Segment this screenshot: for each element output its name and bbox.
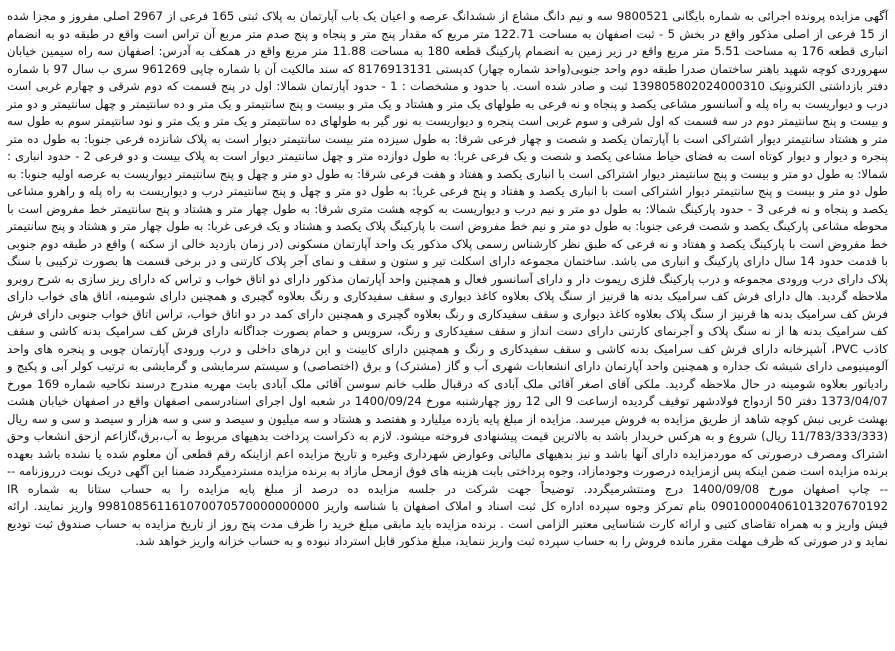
auction-notice-text: آگهی مزایده پرونده اجرائی به شماره بایگانی 9800521 سه و نیم دانگ مشاع از ششدانگ عرصه و اعیان یک باب آپارتمان به پلاک ثبتی 165 فرعی از 2967 اصلی مفروز و مجزا شده از 15 فرعی از اصلی مذکور واقع در بخش 5 - ثبت اصفهان به مساحت 122.71 متر مربع که مقدار پنج متر و پنجاه و پنج صدم متر مربع آن تراس است واقع در طبقه دو به انضمام انباری قطعه 176 به مساحت 5.51 متر مربع واقع در زیر زمین به انضمام پارکینگ قطعه 180 به مساحت 11.88 متر مربع واقع در همکف به آدرس: اصفهان سه راه سیمین خیابان سهروردی کوچه شهید باهنر ساختمان صدرا طبقه دوم واحد جنوبی(واحد شماره چهار) کدپستی 8176913131 که سند مالکیت آن با شماره چاپی 961269 سری ب سال 97 با شماره دفتر بازداشتی الکترونیک 139805802024000310 ثبت و صادر شده است. با حدود و مشخصات : 1 - حدود آپارتمان شمالا: اول در پنج قسمت که دوم شرقی و چهارم غربی است درب و دیواریست به راه پله و آسانسور مشاعی یکصد و پنجاه و نه فرعی به طولهای یک متر و هشتاد و یک متر و بیست و پنج سانتیمتر و یک متر و ده سانتیمتر و چهل سانتیمتر و دو متر و بیست و پنج سانتیمتر دوم در سه قسمت که اول شرقی و سوم غربی است پنجره و دیواریست به نور گیر به طولهای ده سانتیمتر و یک متر و یک متر و نود سانتیمتر سوم به طول سه متر و هشتاد سانتیمتر دیوار اشتراکی است با آپارتمان یکصد و شصت و چهار فرعی شرقا: به طول سیزده متر بیست سانتیمتر دیوار است به پلاک شانزده فرعی جنوبا: به طول ده متر پنجره و دیوار و دیوار کوتاه است به فضای حیاط مشاعی یکصد و شصت و یک فرعی غربا: به طول دوازده متر و چهل سانتیمتر دیوار است به پلاک بیست و دو فرعی 2 - حدود انباری : شمالا: به طول دو متر و بیست و پنج سانتیمتر دیوار اشتراکی است با انباری یکصد و هفتاد و هفت فرعی شرقا: به طول دو متر و چهل و پنج سانتیمتر دیواریست به عرصه اولیه جنوبا: به طول دو متر و بیست و پنج سانتیمتر دیوار اشتراکی است با انباری یکصد و هفتاد و پنج فرعی غربا: به طول دو متر و چهل و پنج سانتیمتر درب و دیواریست به راه پله و راهرو مشاعی یکصد و پنجاه و نه فرعی 3 - حدود پارکینگ شمالا: به طول دو متر و نیم درب و دیواریست به کوچه هشت متری شرقا: به طول چهار متر و هشتاد و پنج سانتیمتر خط مفروض است با محوطه مشاعی پارکینگ یکصد و شصت فرعی جنوبا: به طول دو متر و نیم خط مفروض است با پارکینگ پلاک یکصد و هشتاد و یک فرعی غربا: به طول چهار متر و هشتاد و پنج سانتیمتر خط مفروض است با پارکینگ یکصد و هفتاد و نه فرعی که طبق نظر کارشناس رسمی پلاک مذکور یک واحد آپارتمان مسکونی (در زمان بازدید خالی از سکنه ) واقع در طبقه دوم جنوبی با قدمت حدود 14 سال دارای پارکینگ و انباری می باشد. ساختمان مجموعه دارای اسکلت تیر و ستون و سقف و نمای آجر پلاک کارتنی و در برخی قسمت ها بصورت ترکیبی با سنگ پلاک دارای درب ورودی مجموعه و درب پارکینگ فلزی ریموت دار و دارای آسانسور فعال و همچنین واحد آپارتمان مذکور دارای دو اتاق خواب و تراس که دارای ریز سازی به شرح روبرو ملاحظه گردید. هال دارای فرش کف سرامیک بدنه ها قرنیز از سنگ پلاک بعلاوه کاغذ دیواری و سقف سفیدکاری و رنگ بعلاوه گچبری و همچنین دارای شومینه، اتاق های خواب دارای فرش کف سرامیک بدنه ها قرنیز از سنگ پلاک بعلاوه کاغذ دیواری و سقف سفیدکاری و رنگ بعلاوه گچبری و همچنین دارای کمد در دو اتاق خواب، تراس اتاق خواب جنوبی دارای فرش کف سرامیک بدنه ها از نه سنگ پلاک و آجرنمای کارتنی دارای دست انداز و سقف سفیدکاری و رنگ، سرویس و حمام بصورت جداگانه دارای فرش کف سرامیک بدنه کاشی و سقف کاذب PVC، آشپزخانه دارای فرش کف سرامیک بدنه کاشی و سقف سفیدکاری و رنگ و همچنین دارای کابینت و این درهای داخلی و درب ورودی آپارتمان چوبی و پنجره های واحد آلومینیومی دارای شیشه تک جداره و همچنین واحد آپارتمان دارای انشعابات شهری آب و گاز (مشترک) و برق (اختصاصی) و سیستم سرمایشی و گرمایشی به ترتیب کولر آبی و پکیج و رادیاتور بعلاوه شومینه در حال ملاحظه گردید. ملکی آقای اصغر آقائی ملک آبادی که درقبال طلب خانم سوسن آقائی ملک آبادی بابت مهریه مندرج درسند نکاحیه شماره 169 مورخ 1373/04/07 دفتر 50 ازدواج فولادشهر توقیف گردیده ازساعت 9 الی 12 روز چهارشنبه مورخ 1400/09/24 در شعبه اول اجرای اسنادرسمی اصفهان واقع در اصفهان خیابان هشت بهشت غربی نبش کوچه شاهد از طریق مزایده به فروش میرسد. مزایده از مبلغ پایه یازده میلیارد و هفتصد و هشتاد و سه میلیون و سیصد و سی و سه هزار و سیصد و سی و سه ریال (11/783/333/333 ریال) شروع و به هرکس خریدار باشد به بالاترین قیمت پیشنهادی فروخته میشود. لازم به ذکراست پرداخت بدهیهای مربوط به آب،برق،گازاعم ازحق انشعاب وحق اشتراک ومصرف درصورتی که موردمزایده دارای آنها باشد و نیز بدهیهای مالیاتی وعوارض شهرداری وغیره و تاریخ مزایده اعم ازاینکه رقم قطعی آن معلوم شده یا نشده باشد بعهده برنده مزایده است ضمن اینکه پس ازمزایده درصورت وجودمازاد، وجوه پرداختی بابت هزینه های فوق ازمحل مازاد به برنده مزایده مستردمیگردد ضمنا این آگهی دریک نوبت درروزنامه ---- چاپ اصفهان مورخ 1400/09/08 درج ومنتشرمیگردد. توضیحاً جهت شرکت در جلسه مزایده ده درصد از مبلغ پایه مزایده را به حساب ستانا به شماره IR 090100004061013207670192 بنام تمرکز وجوه سپرده اداره کل ثبت اسناد و املاک اصفهان با شناسه واریز 998108561161070070570000000000 واریز نمایند. ارائه فیش واریز و به همراه تقاضای کتبی و ارائه کارت شناسایی معتبر الزامی است . برنده مزایده باید مابقی مبلغ خرید را ظرف مدت پنج روز از تاریخ مزایده به حساب صندوق ثبت تودیع نماید و در صورتی که ظرف مهلت مقرر مانده فروش را به حساب سپرده ثبت واریز ننماید، مبلغ مذکور قابل استرداد نبوده و به حساب خزانه واریز خواهد شد. [7, 9, 889, 548]
